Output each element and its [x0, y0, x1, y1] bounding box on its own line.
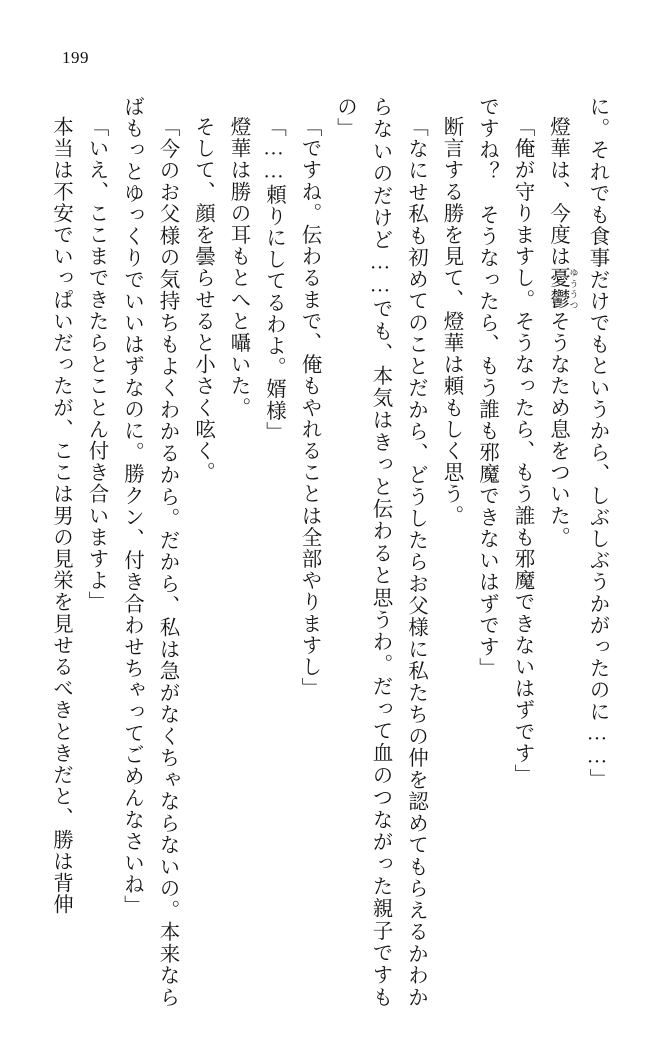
paragraph-1: に。それでも食事だけでもというから、しぶしぶうかがったのに……」	[586, 96, 608, 791]
paragraph-2: 燈華は、今度は憂鬱 ゆううつそうなため息をついた。	[546, 116, 579, 549]
paragraph-5: 断言する勝を見て、燈華は頼もしく思う。	[440, 116, 462, 527]
paragraph-6: 「なにせ私も初めてのことだから、どうしたらお父様に私たちの仲を認めてもらえるかわからないのだけど……でも、本気はきっと伝わると思うわ。だって血のつながった親子ですもの」	[333, 96, 427, 1008]
page-text-body	[49, 96, 614, 1008]
paragraph-3: 「俺が守りますし。そうなったら、もう誰も邪魔できないはずです」	[511, 116, 533, 786]
ruby-reading: ゆううつ	[568, 267, 579, 311]
paragraph-8: 「……頼りにしてるわよ。婿様」	[262, 116, 285, 443]
paragraph-12: 「いえ、ここまできたらとことん付き合いますよ」	[85, 116, 107, 613]
paragraph-10: そして、顔を曇らせると小さく呟く。	[191, 116, 214, 484]
ruby-yuuutsu: 憂鬱 ゆううつ	[546, 267, 579, 311]
paragraph-9: 燈華は勝の耳もとへと囁いた。	[227, 116, 249, 419]
paragraph-4: ですね？ そうなったら、もう誰も邪魔できないはずです」	[475, 96, 498, 680]
paragraph-7: 「ですね。伝わるまで、俺もやれることは全部やりますし」	[298, 116, 320, 700]
paragraph-13: 本当は不安でいっぱいだったが、ここは男の見栄を見せるべきときだと、勝は背伸	[49, 116, 72, 916]
page-number: 199	[62, 48, 89, 67]
paragraph-11: 「今のお父様の気持ちもよくわかるから。だから、私は急がなくちゃならないの。本来ならばもっとゆっくりでいいはずなのに。勝クン、付き合わせちゃってごめんなさいね」	[120, 96, 178, 1008]
